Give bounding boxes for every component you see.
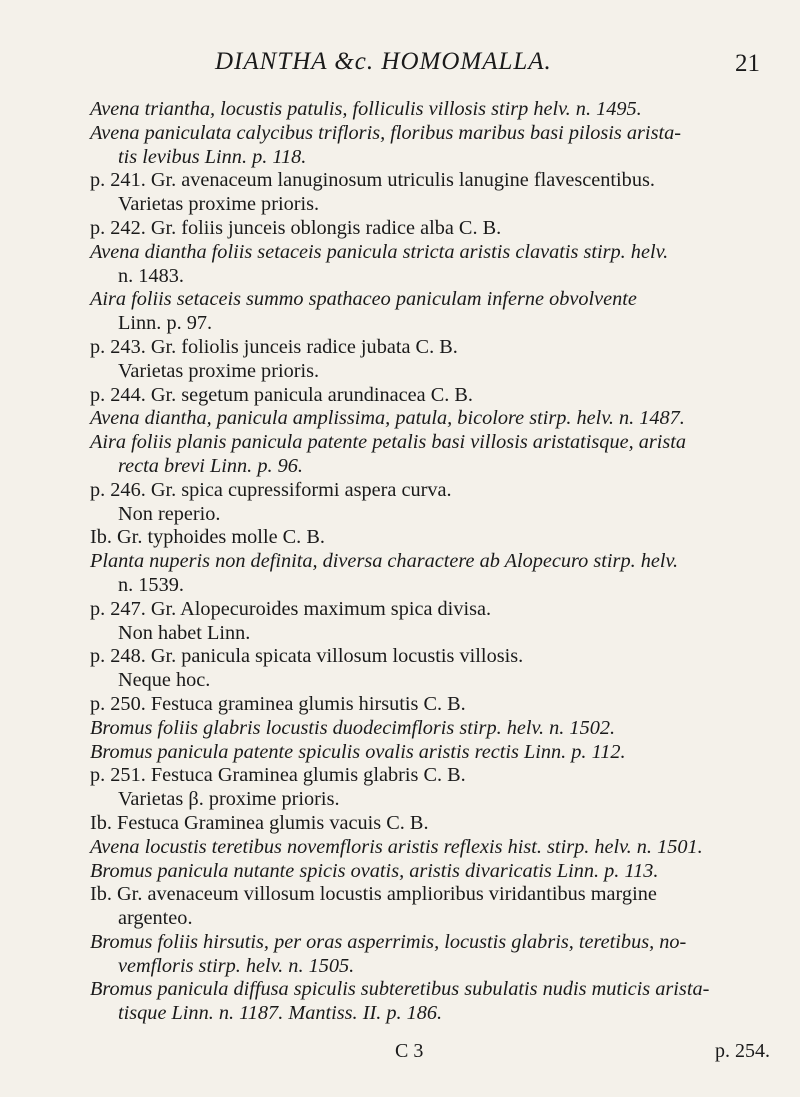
text-line: p. 242. Gr. foliis junceis oblongis radice alba C. B. — [90, 216, 502, 239]
text-line: Varietas proxime prioris. — [118, 359, 320, 382]
text-line: argenteo. — [118, 907, 193, 930]
page-footer — [90, 1040, 770, 1068]
text-line: Bromus foliis hirsutis, per oras asperrimis, locustis glabris, teretibus, no- — [90, 930, 687, 953]
running-title: DIANTHA &c. HOMOMALLA. — [215, 48, 552, 75]
text-line: Bromus panicula diffusa spiculis subteretibus subulatis nudis muticis arista- — [90, 978, 710, 1001]
text-line: Neque hoc. — [118, 669, 211, 692]
text-line: n. 1483. — [118, 264, 184, 287]
running-header — [155, 40, 760, 100]
text-line: tis levibus Linn. p. 118. — [118, 145, 307, 168]
text-line: Non reperio. — [118, 502, 221, 525]
text-line: Linn. p. 97. — [118, 312, 213, 335]
text-line: vemfloris stirp. helv. n. 1505. — [118, 954, 355, 977]
page-number: 21 — [735, 50, 760, 77]
text-line: recta brevi Linn. p. 96. — [118, 454, 303, 477]
text-line: n. 1539. — [118, 573, 184, 596]
text-line: Ib. Gr. avenaceum villosum locustis amplioribus viridantibus margine — [90, 883, 657, 906]
text-line: Ib. Festuca Graminea glumis vacuis C. B. — [90, 811, 429, 834]
text-line: Bromus panicula patente spiculis ovalis aristis rectis Linn. p. 112. — [90, 740, 626, 763]
text-line: Varietas β. proxime prioris. — [118, 788, 340, 811]
text-line: Bromus foliis glabris locustis duodecimfloris stirp. helv. n. 1502. — [90, 716, 616, 739]
text-line: Planta nuperis non definita, diversa charactere ab Alopecuro stirp. helv. — [90, 550, 679, 573]
text-line: tisque Linn. n. 1187. Mantiss. II. p. 186. — [118, 1002, 443, 1025]
text-line: Ib. Gr. typhoides molle C. B. — [90, 526, 325, 549]
text-line: p. 244. Gr. segetum panicula arundinacea C. B. — [90, 383, 473, 406]
text-line: p. 248. Gr. panicula spicata villosum locustis villosis. — [90, 645, 524, 668]
text-line: p. 246. Gr. spica cupressiformi aspera curva. — [90, 478, 452, 501]
text-line: p. 250. Festuca graminea glumis hirsutis C. B. — [90, 692, 466, 715]
catchword: p. 254. — [715, 1040, 770, 1062]
text-line: Avena diantha, panicula amplissima, patula, bicolore stirp. helv. n. 1487. — [90, 407, 685, 430]
text-line: Avena triantha, locustis patulis, folliculis villosis stirp helv. n. 1495. — [90, 98, 642, 120]
text-line: Varietas proxime prioris. — [118, 193, 320, 216]
text-line: Aira foliis planis panicula patente petalis basi villosis aristatisque, arista — [90, 431, 687, 454]
text-line: Avena diantha foliis setaceis panicula stricta aristis clavatis stirp. helv. — [90, 240, 669, 263]
text-line: p. 251. Festuca Graminea glumis glabris C. B. — [90, 764, 466, 787]
text-line: p. 241. Gr. avenaceum lanuginosum utriculis lanugine flavescentibus. — [90, 169, 655, 192]
text-line: Aira foliis setaceis summo spathaceo paniculam inferne obvolvente — [90, 288, 637, 311]
text-line: p. 243. Gr. foliolis junceis radice jubata C. B. — [90, 335, 458, 358]
text-line: p. 247. Gr. Alopecuroides maximum spica divisa. — [90, 597, 492, 620]
text-line: Bromus panicula nutante spicis ovatis, aristis divaricatis Linn. p. 113. — [90, 859, 659, 882]
text-line: Avena locustis teretibus novemfloris aristis reflexis hist. stirp. helv. n. 1501. — [90, 835, 703, 858]
text-body — [90, 98, 770, 1026]
text-line: Non habet Linn. — [118, 621, 251, 644]
text-line: Avena paniculata calycibus trifloris, floribus maribus basi pilosis arista- — [90, 121, 681, 144]
signature-mark: C 3 — [395, 1040, 424, 1062]
